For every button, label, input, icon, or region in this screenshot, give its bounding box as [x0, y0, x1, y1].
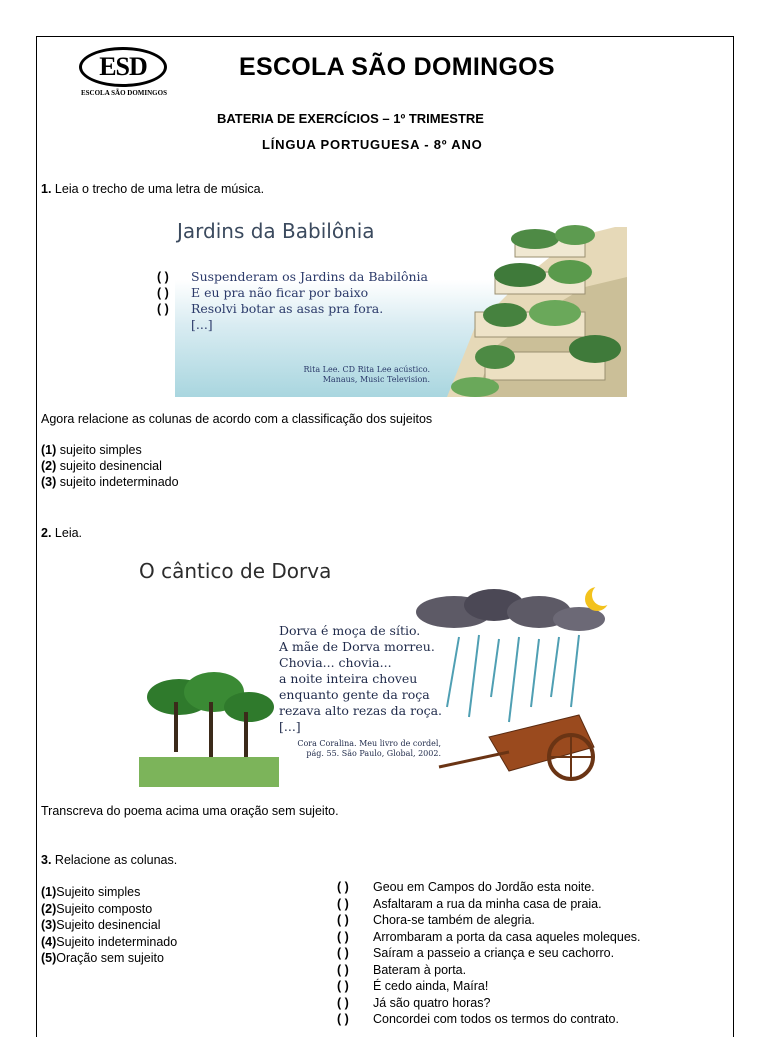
- sentence-text: Saíram a passeio a criança e seu cachorro.: [373, 946, 615, 960]
- poem-line: A mãe de Dorva morreu.: [279, 639, 435, 654]
- option-number: (2): [41, 901, 57, 916]
- subject-types-column: [41, 884, 177, 967]
- sentence-item: [337, 896, 641, 913]
- song-lyrics-image: [157, 217, 627, 397]
- question-3-prompt: [41, 852, 177, 868]
- option-label: Sujeito simples: [56, 885, 141, 899]
- worksheet-page: [36, 36, 734, 1037]
- sentence-item: [337, 978, 641, 995]
- question-number: 3.: [41, 853, 52, 867]
- school-logo: [77, 47, 187, 97]
- sentence-text: Arrombaram a porta da casa aqueles moleques.: [373, 929, 641, 944]
- blank-parenthesis: ( ): [157, 270, 169, 284]
- subject-type-item: [41, 901, 177, 918]
- logo-text: ESD: [99, 52, 147, 81]
- lyric-line: [157, 269, 428, 285]
- question-1-instruction: Agora relacione as colunas de acordo com a classificação dos sujeitos: [41, 412, 433, 426]
- option-number: (2): [41, 459, 57, 473]
- blank-parenthesis: ( ): [157, 302, 169, 316]
- option-label: Sujeito desinencial: [56, 918, 161, 932]
- citation-line: Manaus, Music Television.: [322, 375, 430, 384]
- answer-blank[interactable]: ( ): [337, 929, 349, 944]
- sentence-text: Concordei com todos os termos do contrato.: [373, 1012, 619, 1026]
- option-number: (5): [41, 951, 57, 965]
- song-citation: [295, 365, 430, 385]
- citation-line: pág. 55. São Paulo, Global, 2002.: [306, 749, 441, 758]
- citation-line: Rita Lee. CD Rita Lee acústico.: [303, 365, 430, 374]
- sentence-item: [337, 945, 641, 962]
- option-label: sujeito indeterminado: [59, 475, 179, 489]
- option-number: (4): [41, 934, 57, 949]
- poem-citation: [289, 739, 441, 759]
- option-label: Sujeito composto: [56, 901, 153, 916]
- option-item: [41, 442, 179, 458]
- subject-type-item: [41, 884, 177, 901]
- poem-line: Dorva é moça de sítio.: [279, 623, 421, 638]
- logo-subtitle: ESCOLA SÃO DOMINGOS: [81, 89, 167, 97]
- song-lyrics: [157, 269, 428, 333]
- sentence-item: [337, 929, 641, 946]
- lyric-line: [157, 285, 428, 301]
- school-name: ESCOLA SÃO DOMINGOS: [239, 53, 555, 81]
- battery-title: BATERIA DE EXERCÍCIOS – 1º TRIMESTRE: [217, 111, 484, 126]
- question-text: Relacione as colunas.: [54, 853, 178, 867]
- sentence-text: Bateram à porta.: [373, 962, 467, 977]
- answer-blank[interactable]: ( ): [337, 896, 349, 911]
- sentence-item: [337, 995, 641, 1012]
- question-1-prompt: [41, 181, 264, 197]
- sentence-text: É cedo ainda, Maíra!: [373, 979, 489, 993]
- option-label: Oração sem sujeito: [56, 951, 164, 965]
- option-item: [41, 458, 179, 474]
- answer-blank[interactable]: ( ): [337, 880, 349, 894]
- subject-type-item: [41, 917, 177, 934]
- question-2-instruction: Transcreva do poema acima uma oração sem sujeito.: [41, 804, 339, 818]
- option-label: Sujeito indeterminado: [56, 934, 178, 949]
- lyric-text: E eu pra não ficar por baixo: [191, 285, 369, 300]
- sentence-text: Chora-se também de alegria.: [373, 913, 535, 927]
- answer-blank[interactable]: ( ): [337, 962, 349, 977]
- question-text: Leia.: [54, 526, 83, 540]
- option-number: (1): [41, 885, 57, 899]
- blank-parenthesis: ( ): [157, 286, 169, 300]
- poem-text: [279, 623, 442, 735]
- option-number: (1): [41, 443, 57, 457]
- option-label: sujeito simples: [59, 443, 142, 457]
- poem-line: a noite inteira choveu: [279, 671, 418, 686]
- citation-line: Cora Coralina. Meu livro de cordel,: [297, 739, 441, 748]
- poem-line: enquanto gente da roça: [279, 687, 430, 702]
- sentence-text: Já são quatro horas?: [373, 995, 491, 1010]
- lyric-text: Resolvi botar as asas pra fora.: [191, 301, 384, 316]
- question-number: 2.: [41, 526, 52, 540]
- poem-line: rezava alto rezas da roça.: [279, 703, 443, 718]
- option-number: (3): [41, 918, 57, 932]
- lyric-text: Suspenderam os Jardins da Babilônia: [191, 269, 429, 284]
- answer-blank[interactable]: ( ): [337, 913, 349, 927]
- lyric-text: [...]: [191, 317, 213, 332]
- question-text: Leia o trecho de uma letra de música.: [54, 182, 265, 196]
- subject-options-list: [41, 442, 179, 490]
- answer-blank[interactable]: ( ): [337, 995, 349, 1010]
- sentence-item: [337, 879, 641, 896]
- subject-title: LÍNGUA PORTUGUESA - 8º ANO: [262, 137, 483, 152]
- sentences-column: [337, 879, 641, 1028]
- answer-blank[interactable]: ( ): [337, 946, 349, 960]
- question-2-prompt: [41, 525, 82, 541]
- question-number: 1.: [41, 182, 52, 196]
- lyric-line: [157, 301, 428, 317]
- sentence-item: [337, 962, 641, 979]
- poem-line: [...]: [279, 719, 301, 734]
- sentence-item: [337, 1011, 641, 1028]
- option-label: sujeito desinencial: [59, 459, 162, 473]
- option-item: [41, 474, 179, 490]
- lyric-line: [157, 317, 428, 333]
- poem-line: Chovia... chovia...: [279, 655, 392, 670]
- song-title: Jardins da Babilônia: [177, 219, 375, 243]
- sentence-item: [337, 912, 641, 929]
- logo-oval: [79, 47, 167, 87]
- option-number: (3): [41, 475, 57, 489]
- poem-title: O cântico de Dorva: [139, 559, 332, 583]
- answer-blank[interactable]: ( ): [337, 1012, 349, 1026]
- subject-type-item: [41, 950, 177, 967]
- answer-blank[interactable]: ( ): [337, 979, 349, 993]
- sentence-text: Geou em Campos do Jordão esta noite.: [373, 880, 595, 894]
- sentence-text: Asfaltaram a rua da minha casa de praia.: [373, 896, 602, 911]
- poem-image: [139, 557, 621, 787]
- subject-type-item: [41, 934, 177, 951]
